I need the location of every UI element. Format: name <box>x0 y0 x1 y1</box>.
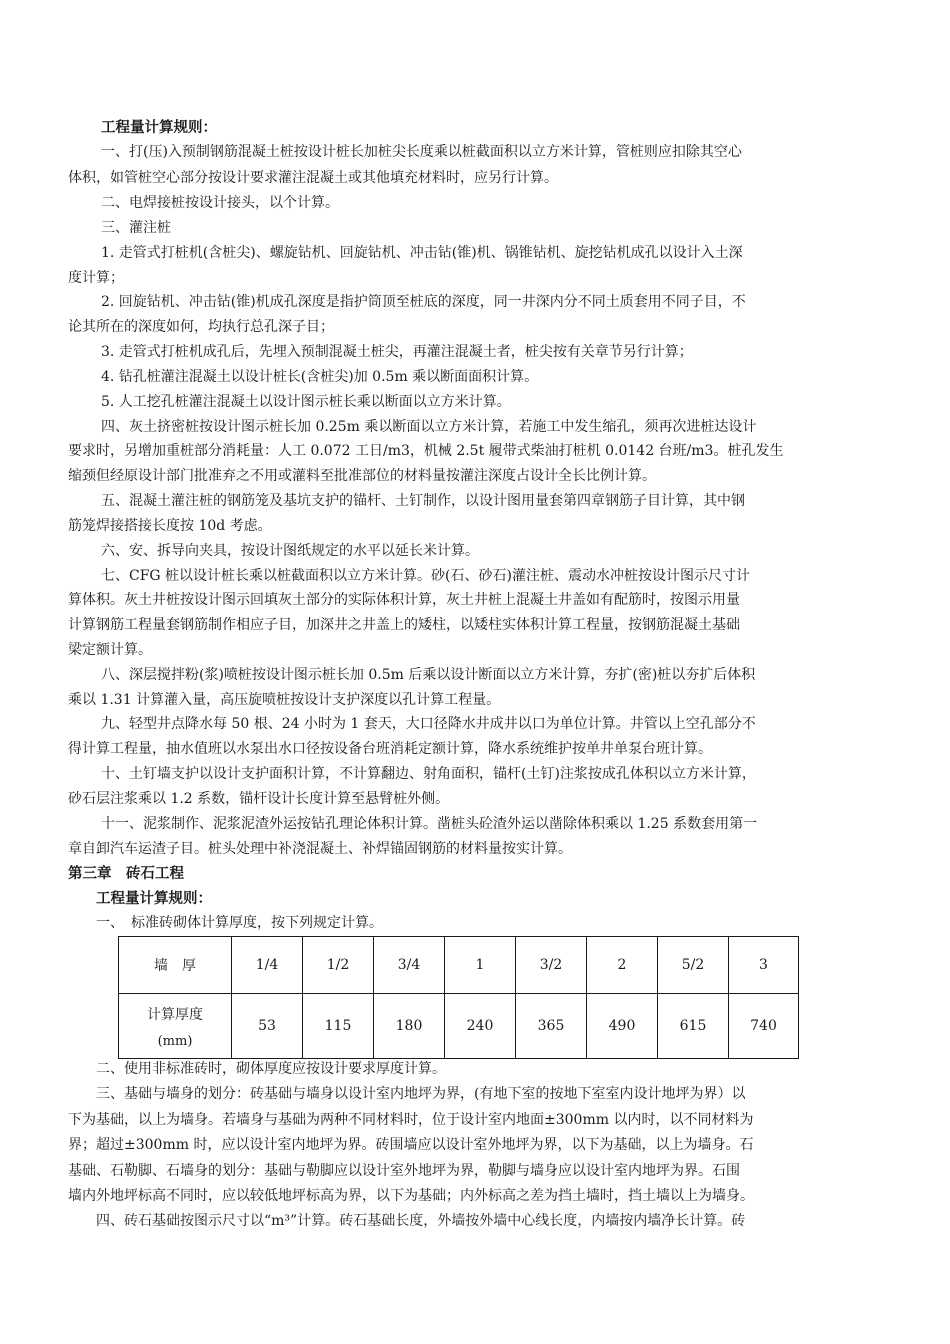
row-label-wall-thickness: 墙 厚 <box>154 958 196 974</box>
table-cell: 115 <box>303 994 374 1059</box>
brick-thickness-table <box>118 936 799 1059</box>
table-cell: 740 <box>729 994 799 1059</box>
text-line: 得计算工程量，抽水值班以水泵出水口径按设备台班消耗定额计算，降水系统维护按单井单泵台班计算。 <box>68 741 712 757</box>
text-line: 四、灰土挤密桩按设计图示桩长加 0.25m 乘以断面以立方米计算，若施工中发生缩孔，须再次进桩达设计 <box>101 419 757 435</box>
table-cell: 1/2 <box>303 937 374 994</box>
table-header-cell <box>119 937 232 994</box>
text-line: 下为基础，以上为墙身。若墙身与基础为两种不同材料时，位于设计室内地面±300mm 以内时，以不同材料为 <box>68 1112 754 1128</box>
table-cell: 365 <box>516 994 587 1059</box>
table-row <box>119 994 799 1059</box>
table-cell: 490 <box>587 994 658 1059</box>
table-cell: 1/4 <box>232 937 303 994</box>
text-line: 5. 人工挖孔桩灌注混凝土以设计图示桩长乘以断面以立方米计算。 <box>101 394 511 410</box>
text-line: 论其所在的深度如何，均执行总孔深子目； <box>68 319 334 335</box>
text-line: 缩颈但经原设计部门批准弃之不用或灌料至批准部位的材料量按灌注深度占设计全长比例计算。 <box>68 468 656 484</box>
text-line: 梁定额计算。 <box>68 642 152 658</box>
table-intro: 一、 标准砖砌体计算厚度，按下列规定计算。 <box>96 915 383 931</box>
table-cell: 3 <box>729 937 799 994</box>
text-line: 3. 走管式打桩机成孔后，先埋入预制混凝土桩尖，再灌注混凝土者，桩尖按有关章节另行计算； <box>101 344 693 360</box>
text-line: 算体积。灰土井桩按设计图示回填灰土部分的实际体积计算，灰土井桩上混凝土井盖如有配筋时，按图示用量 <box>68 592 740 608</box>
text-line: 七、CFG 桩以设计桩长乘以桩截面积以立方米计算。砂(石、砂石)灌注桩、震动水冲桩按设计图示尺寸计 <box>101 568 750 584</box>
table-cell: 53 <box>232 994 303 1059</box>
table-cell: 180 <box>374 994 445 1059</box>
table-cell: 5/2 <box>658 937 729 994</box>
text-line: 4. 钻孔桩灌注混凝土以设计桩长(含桩尖)加 0.5m 乘以断面面积计算。 <box>101 369 539 385</box>
chapter-subtitle: 工程量计算规则： <box>96 890 212 907</box>
text-line: 十、土钉墙支护以设计支护面积计算，不计算翻边、射角面积，锚杆(土钉)注浆按成孔体积以立方米计算， <box>101 766 756 782</box>
text-line: 墙内外地坪标高不同时，应以较低地坪标高为界，以下为基础；内外标高之差为挡土墙时，挡土墙以上为墙身。 <box>68 1188 754 1204</box>
section-title: 工程量计算规则： <box>101 119 217 136</box>
chapter-title: 第三章 砖石工程 <box>68 865 184 882</box>
table-cell: 1 <box>445 937 516 994</box>
text-line: 四、砖石基础按图示尺寸以“m³”计算。砖石基础长度，外墙按外墙中心线长度，内墙按内墙净长计算。砖 <box>96 1213 746 1229</box>
text-line: 界；超过±300mm 时，应以设计室内地坪为界。砖围墙应以设计室外地坪为界，以下为基础，以上为墙身。石 <box>68 1137 754 1153</box>
text-line: 三、灌注桩 <box>101 220 171 236</box>
table-cell: 615 <box>658 994 729 1059</box>
text-line: 乘以 1.31 计算灌入量，高压旋喷桩按设计支护深度以孔计算工程量。 <box>68 692 501 708</box>
text-line: 三、基础与墙身的划分：砖基础与墙身以设计室内地坪为界，(有地下室的按地下室室内设计地坪为界）以 <box>96 1086 746 1102</box>
table-cell: 3/2 <box>516 937 587 994</box>
text-line: 十一、泥浆制作、泥浆泥渣外运按钻孔理论体积计算。凿桩头砼渣外运以凿除体积乘以 1.25 系数套用第一 <box>101 816 758 832</box>
table-row <box>119 937 799 994</box>
text-line: 基础、石勒脚、石墙身的划分：基础与勒脚应以设计室外地坪为界，勒脚与墙身应以设计室内地坪为界。石围 <box>68 1163 740 1179</box>
text-line: 九、轻型井点降水每 50 根、24 小时为 1 套天，大口径降水井成井以口为单位计算。井管以上空孔部分不 <box>101 716 756 732</box>
text-line: 五、混凝土灌注桩的钢筋笼及基坑支护的锚杆、土钉制作，以设计图用量套第四章钢筋子目计算，其中钢 <box>101 493 745 509</box>
text-line: 六、安、拆导向夹具，按设计图纸规定的水平以延长米计算。 <box>101 543 479 559</box>
table-header-cell <box>119 994 232 1059</box>
text-line: 二、电焊接桩按设计接头，以个计算。 <box>101 195 339 211</box>
text-line: 2. 回旋钻机、冲击钻(锥)机成孔深度是指护筒顶至桩底的深度，同一井深内分不同土质套用不同子目，不 <box>101 294 746 310</box>
text-line: 八、深层搅拌粉(浆)喷桩按设计图示桩长加 0.5m 后乘以设计断面以立方米计算，夯扩(密)桩以夯扩后体积 <box>101 667 756 683</box>
text-line: 一、打(压)入预制钢筋混凝土桩按设计桩长加桩尖长度乘以桩截面积以立方米计算，管桩则应扣除其空心 <box>101 144 742 160</box>
text-line: 度计算； <box>68 270 124 286</box>
text-line: 二、使用非标准砖时，砌体厚度应按设计要求厚度计算。 <box>96 1061 446 1077</box>
row-unit: (mm) <box>157 1033 193 1049</box>
table-cell: 2 <box>587 937 658 994</box>
text-line: 章自卸汽车运渣子目。桩头处理中补浇混凝土、补焊锚固钢筋的材料量按实计算。 <box>68 841 572 857</box>
text-line: 1. 走管式打桩机(含桩尖)、螺旋钻机、回旋钻机、冲击钻(锥)机、锅锥钻机、旋挖钻机成孔以设计入土深 <box>101 245 743 261</box>
text-line: 体积，如管桩空心部分按设计要求灌注混凝土或其他填充材料时，应另行计算。 <box>68 170 558 186</box>
text-line: 要求时，另增加重桩部分消耗量：人工 0.072 工日/m3，机械 2.5t 履带式柴油打桩机 0.0142 台班/m3。桩孔发生 <box>68 443 784 459</box>
row-label-calc-thickness: 计算厚度 <box>147 1006 203 1023</box>
text-line: 计算钢筋工程量套钢筋制作相应子目，加深井之井盖上的矮柱，以矮柱实体积计算工程量，按钢筋混凝土基础 <box>68 617 740 633</box>
table-cell: 240 <box>445 994 516 1059</box>
text-line: 砂石层注浆乘以 1.2 系数，锚杆设计长度计算至悬臂桩外侧。 <box>68 791 450 807</box>
table-cell: 3/4 <box>374 937 445 994</box>
text-line: 筋笼焊接搭接长度按 10d 考虑。 <box>68 518 272 534</box>
